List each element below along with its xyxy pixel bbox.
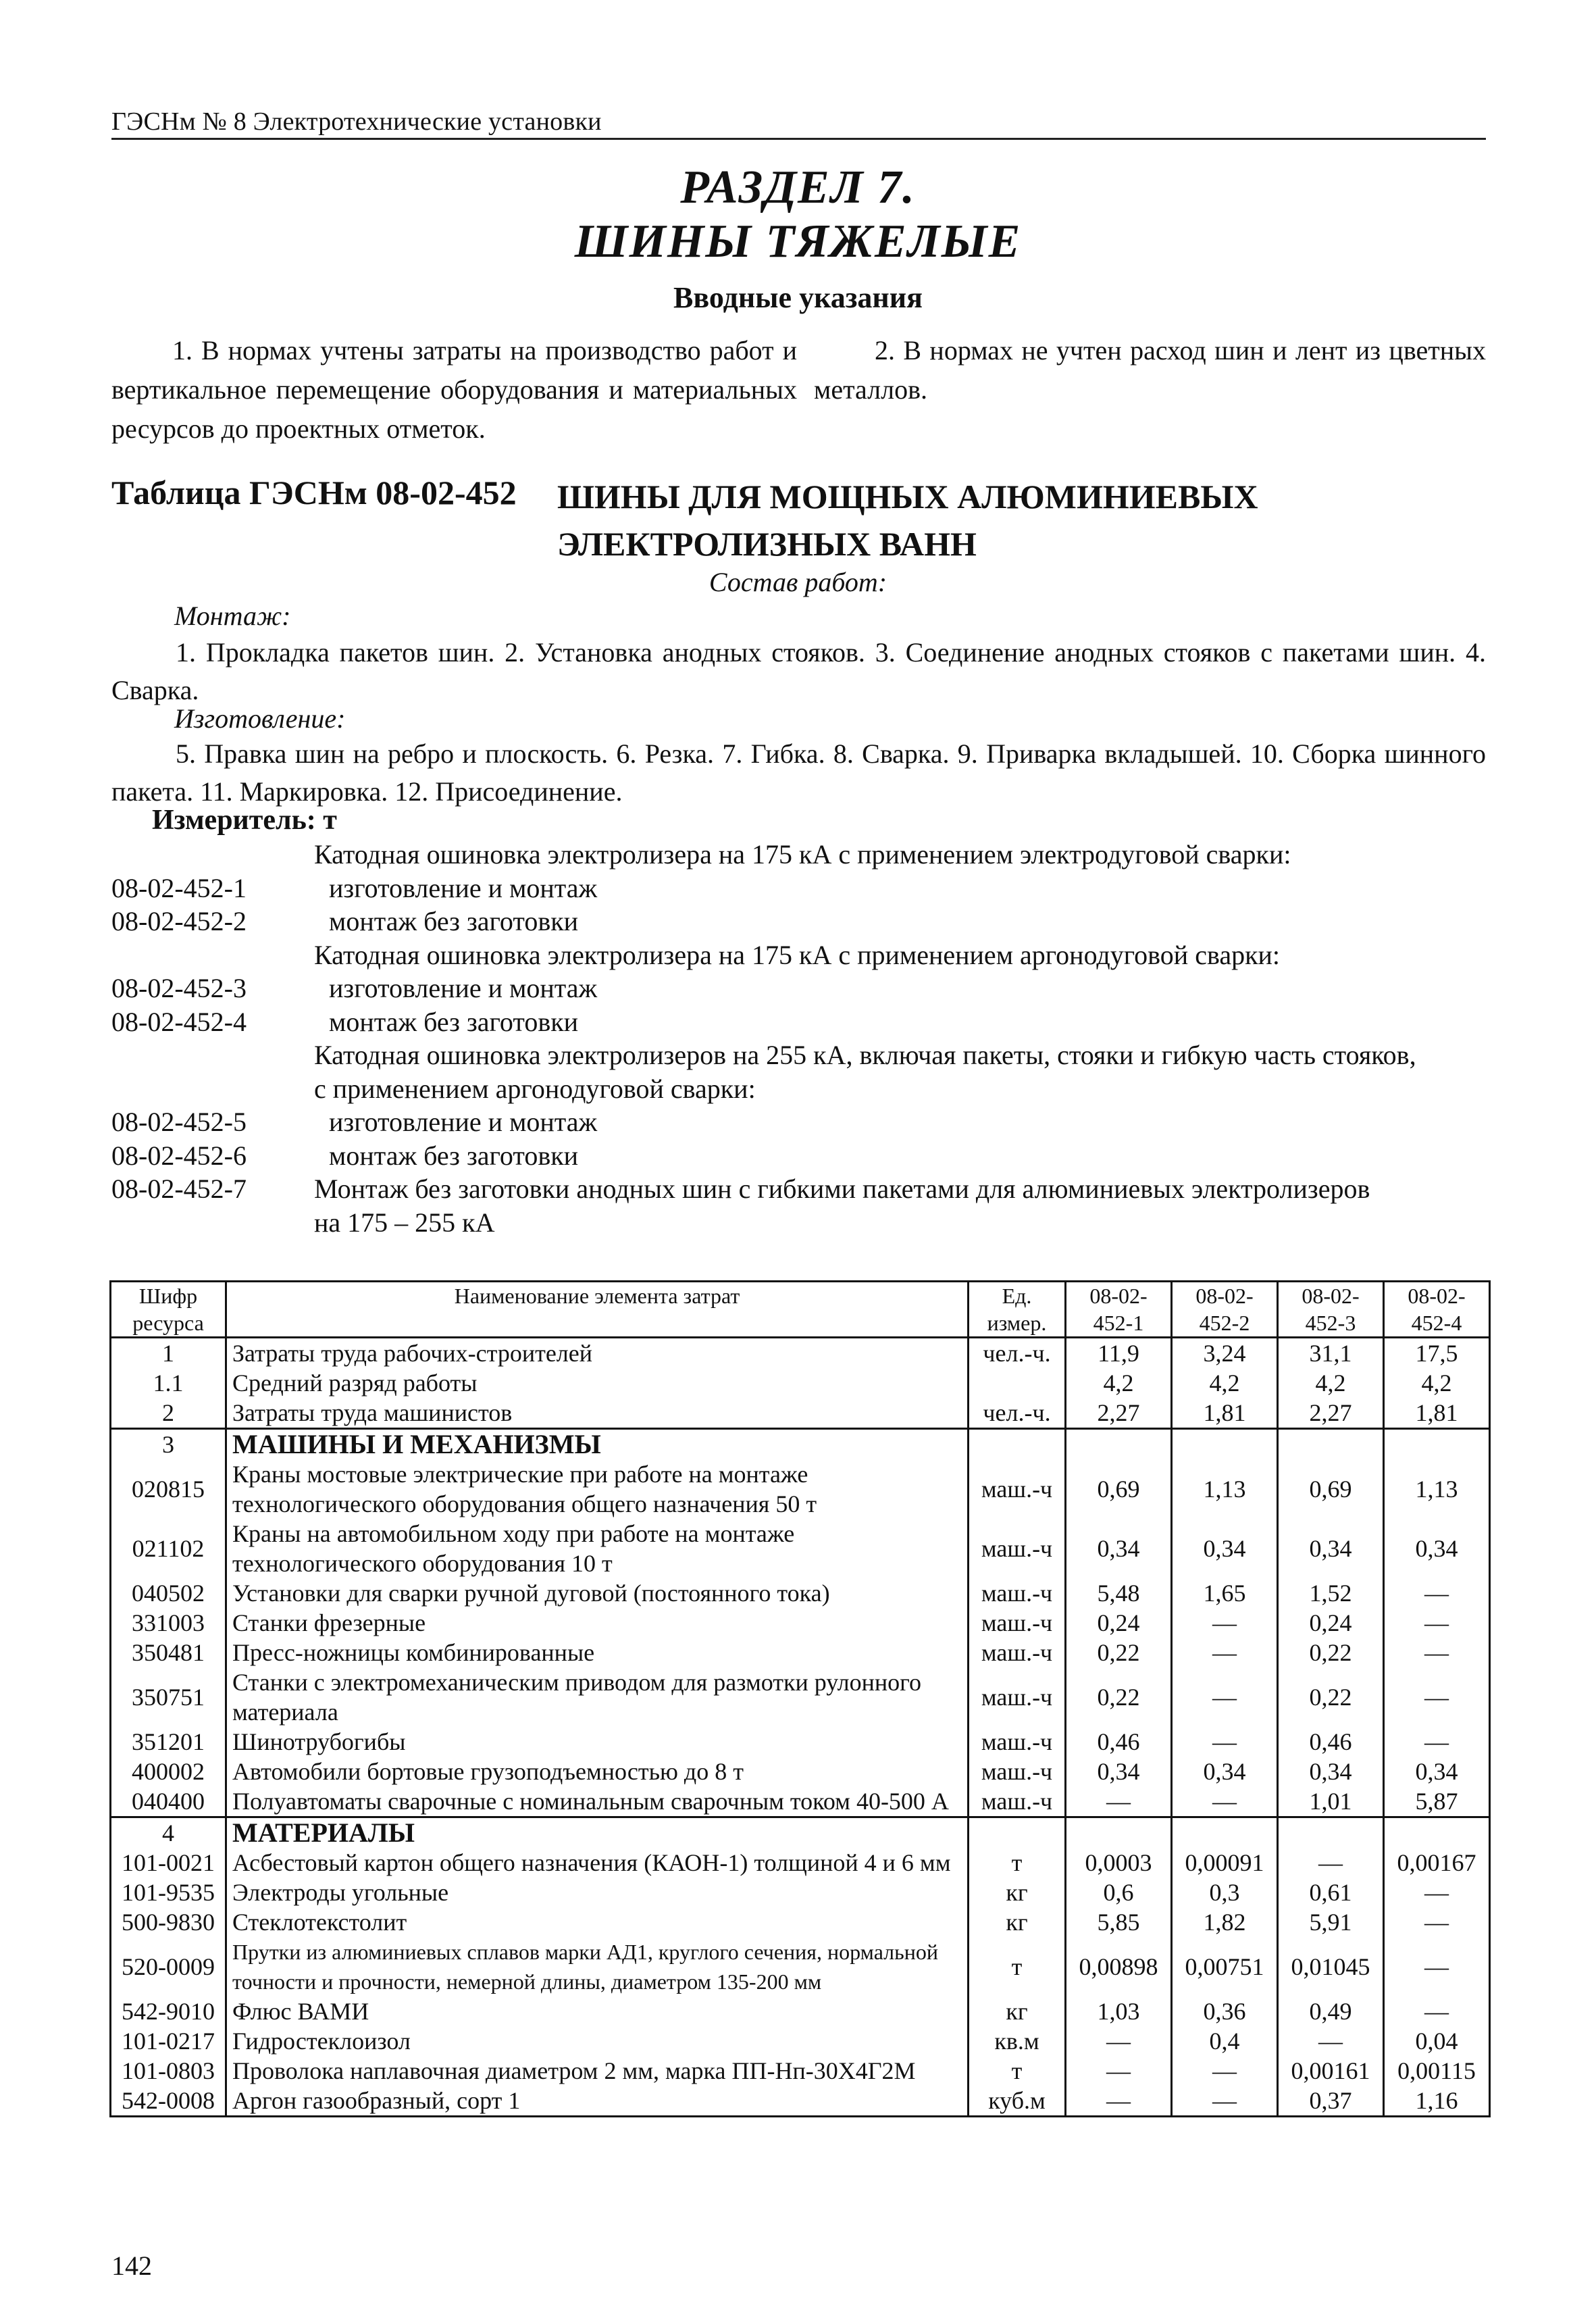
resource-name-cell: Станки фрезерные	[226, 1608, 969, 1638]
resource-code-cell: 1	[111, 1338, 226, 1369]
value-cell-v4: —	[1384, 1937, 1490, 1996]
norm-variant-row	[111, 1038, 1486, 1072]
manufacturing-text-block	[111, 735, 1486, 811]
value-cell-v2: —	[1172, 1608, 1278, 1638]
norm-variants-list	[111, 838, 1486, 1239]
col-header-name: Наименование элемента затрат	[226, 1282, 969, 1338]
value-cell-v1: 5,48	[1066, 1578, 1172, 1608]
value-cell-v1: 2,27	[1066, 1398, 1172, 1429]
table-row	[111, 2086, 1490, 2117]
unit-cell: т	[969, 1937, 1066, 1996]
unit-cell: чел.-ч.	[969, 1398, 1066, 1429]
value-cell-v2: 1,82	[1172, 1907, 1278, 1937]
value-cell-v1: 0,34	[1066, 1757, 1172, 1786]
resource-code-cell: 542-9010	[111, 1996, 226, 2026]
value-cell-v3: —	[1278, 1848, 1384, 1878]
value-cell-v3: 0,01045	[1278, 1937, 1384, 1996]
value-cell-v2: 0,00091	[1172, 1848, 1278, 1878]
norm-variant-code: 08-02-452-1	[111, 872, 247, 903]
norm-variant-description: Катодная ошиновка электролизера на 175 кА с применением аргонодуговой сварки:	[314, 939, 1281, 970]
value-cell-v3: 0,46	[1278, 1727, 1384, 1757]
intro-item-2-text: 2. В нормах не учтен расход шин и лент из цветных металлов.	[814, 335, 1486, 405]
resource-name-cell: Станки с электромеханическим приводом для размотки рулонного материала	[226, 1667, 969, 1727]
table-body	[111, 1338, 1490, 2117]
value-cell-v2	[1172, 1817, 1278, 1848]
table-row	[111, 2026, 1490, 2056]
value-cell-v1: 0,46	[1066, 1727, 1172, 1757]
value-cell-v3: 0,69	[1278, 1459, 1384, 1519]
value-cell-v2: —	[1172, 1667, 1278, 1727]
value-cell-v1: —	[1066, 2056, 1172, 2086]
value-cell-v3: 1,01	[1278, 1786, 1384, 1817]
value-cell-v2: —	[1172, 1727, 1278, 1757]
table-row	[111, 1996, 1490, 2026]
unit-cell: маш.-ч	[969, 1638, 1066, 1667]
composition-label: Состав работ:	[709, 567, 887, 597]
value-cell-v4: 1,81	[1384, 1398, 1490, 1429]
norm-variant-row	[111, 1206, 1486, 1240]
mounting-label: Монтаж:	[174, 601, 291, 631]
resource-name-cell: МАШИНЫ И МЕХАНИЗМЫ	[226, 1429, 969, 1460]
value-cell-v4	[1384, 1817, 1490, 1848]
resource-name-cell: Стеклотекстолит	[226, 1907, 969, 1937]
value-cell-v3	[1278, 1817, 1384, 1848]
resource-name-cell: Электроды угольные	[226, 1878, 969, 1907]
norm-variant-description: монтаж без заготовки	[329, 906, 579, 936]
table-row	[111, 1368, 1490, 1398]
table-row	[111, 1786, 1490, 1817]
unit-cell: куб.м	[969, 2086, 1066, 2117]
resource-code-cell: 350481	[111, 1638, 226, 1667]
table-row	[111, 1937, 1490, 1996]
norm-variant-description: изготовление и монтаж	[329, 1107, 598, 1137]
value-cell-v4: 0,00167	[1384, 1848, 1490, 1878]
norm-variant-code: 08-02-452-6	[111, 1140, 247, 1171]
resource-name-cell: Гидростеклоизол	[226, 2026, 969, 2056]
resource-name-cell: Шинотрубогибы	[226, 1727, 969, 1757]
value-cell-v1: 0,00898	[1066, 1937, 1172, 1996]
norm-variant-description: на 175 – 255 кА	[314, 1207, 495, 1238]
table-row	[111, 1848, 1490, 1878]
value-cell-v2: 3,24	[1172, 1338, 1278, 1369]
value-cell-v2: —	[1172, 1786, 1278, 1817]
norm-variant-code: 08-02-452-5	[111, 1107, 247, 1137]
value-cell-v1: 0,34	[1066, 1519, 1172, 1578]
value-cell-v3	[1278, 1429, 1384, 1460]
resource-name-cell: Установки для сварки ручной дуговой (постоянного тока)	[226, 1578, 969, 1608]
resource-code-cell: 4	[111, 1817, 226, 1848]
resource-code-cell: 040400	[111, 1786, 226, 1817]
mounting-text: 1. Прокладка пакетов шин. 2. Установка анодных стояков. 3. Соединение анодных стояков с пакетами шин. 4. Сварка.	[111, 637, 1486, 705]
value-cell-v2: 0,4	[1172, 2026, 1278, 2056]
value-cell-v3: 1,52	[1278, 1578, 1384, 1608]
norm-variant-description: Монтаж без заготовки анодных шин с гибкими пакетами для алюминиевых электролизеров	[314, 1174, 1370, 1204]
col-header-v3: 08-02-452-3	[1278, 1282, 1384, 1338]
table-header-row	[111, 1282, 1490, 1338]
value-cell-v3: 0,34	[1278, 1757, 1384, 1786]
table-row	[111, 1578, 1490, 1608]
unit-cell: т	[969, 2056, 1066, 2086]
manufacturing-label: Изготовление:	[174, 703, 346, 734]
resource-name-cell: Краны на автомобильном ходу при работе на монтаже технологического оборудования 10 т	[226, 1519, 969, 1578]
resource-code-cell: 542-0008	[111, 2086, 226, 2117]
norm-variant-description: Катодная ошиновка электролизеров на 255 кА, включая пакеты, стояки и гибкую часть стояков,	[314, 1040, 1416, 1070]
value-cell-v4	[1384, 1429, 1490, 1460]
norm-variant-row	[111, 938, 1486, 972]
unit-cell: маш.-ч	[969, 1608, 1066, 1638]
mounting-text-block	[111, 634, 1486, 709]
resource-name-cell: Флюс ВАМИ	[226, 1996, 969, 2026]
table-row	[111, 1667, 1490, 1727]
table-title	[557, 473, 1258, 568]
table-row	[111, 1459, 1490, 1519]
value-cell-v3: 0,24	[1278, 1608, 1384, 1638]
norm-variant-row	[111, 872, 1486, 905]
table-row	[111, 1727, 1490, 1757]
unit-cell: маш.-ч	[969, 1786, 1066, 1817]
col-header-v2: 08-02-452-2	[1172, 1282, 1278, 1338]
value-cell-v2: —	[1172, 1638, 1278, 1667]
resource-name-cell: Затраты труда машинистов	[226, 1398, 969, 1429]
value-cell-v1: 0,69	[1066, 1459, 1172, 1519]
norm-variant-row	[111, 972, 1486, 1005]
resource-name-cell: Затраты труда рабочих-строителей	[226, 1338, 969, 1369]
unit-cell: маш.-ч	[969, 1578, 1066, 1608]
resource-name-cell: Автомобили бортовые грузоподъемностью до 8 т	[226, 1757, 969, 1786]
norm-variant-description: изготовление и монтаж	[329, 872, 598, 903]
value-cell-v1: 4,2	[1066, 1368, 1172, 1398]
value-cell-v1: —	[1066, 1786, 1172, 1817]
resource-code-cell: 021102	[111, 1519, 226, 1578]
intro-item-2	[814, 331, 1486, 409]
value-cell-v2: 0,34	[1172, 1757, 1278, 1786]
value-cell-v3: —	[1278, 2026, 1384, 2056]
resource-code-cell: 500-9830	[111, 1907, 226, 1937]
norm-variant-row	[111, 1139, 1486, 1173]
resource-name-cell: Пресс-ножницы комбинированные	[226, 1638, 969, 1667]
unit-cell: маш.-ч	[969, 1727, 1066, 1757]
table-section-row	[111, 1429, 1490, 1460]
value-cell-v1: 0,22	[1066, 1667, 1172, 1727]
col-header-v4: 08-02-452-4	[1384, 1282, 1490, 1338]
unit-cell: кв.м	[969, 2026, 1066, 2056]
resource-code-cell: 101-9535	[111, 1878, 226, 1907]
value-cell-v4: —	[1384, 1727, 1490, 1757]
table-row	[111, 1519, 1490, 1578]
norm-variant-description: монтаж без заготовки	[329, 1006, 579, 1037]
value-cell-v1	[1066, 1817, 1172, 1848]
resource-code-cell: 351201	[111, 1727, 226, 1757]
resource-code-cell: 400002	[111, 1757, 226, 1786]
intro-item-1	[111, 331, 797, 449]
resource-code-cell: 1.1	[111, 1368, 226, 1398]
table-row	[111, 1608, 1490, 1638]
unit-cell: кг	[969, 1996, 1066, 2026]
norm-variant-row	[111, 838, 1486, 872]
value-cell-v4: 0,34	[1384, 1757, 1490, 1786]
unit-cell	[969, 1368, 1066, 1398]
resource-name-cell: Полуавтоматы сварочные с номинальным сварочным током 40-500 А	[226, 1786, 969, 1817]
value-cell-v3: 0,37	[1278, 2086, 1384, 2117]
norm-variant-description: монтаж без заготовки	[329, 1140, 579, 1171]
norm-variant-code: 08-02-452-4	[111, 1006, 247, 1037]
value-cell-v3: 4,2	[1278, 1368, 1384, 1398]
value-cell-v2: 0,34	[1172, 1519, 1278, 1578]
value-cell-v4: 0,04	[1384, 2026, 1490, 2056]
table-section-row	[111, 1817, 1490, 1848]
value-cell-v1: 0,0003	[1066, 1848, 1172, 1878]
value-cell-v2: —	[1172, 2086, 1278, 2117]
resource-code-cell: 2	[111, 1398, 226, 1429]
value-cell-v4: —	[1384, 1638, 1490, 1667]
value-cell-v1: 1,03	[1066, 1996, 1172, 2026]
value-cell-v1: 0,6	[1066, 1878, 1172, 1907]
unit-cell: маш.-ч	[969, 1459, 1066, 1519]
norm-variant-code: 08-02-452-3	[111, 973, 247, 1003]
resource-name-cell: Проволока наплавочная диаметром 2 мм, марка ПП-Нп-30Х4Г2М	[226, 2056, 969, 2086]
unit-cell: маш.-ч	[969, 1667, 1066, 1727]
value-cell-v1	[1066, 1429, 1172, 1460]
norm-variant-description: Катодная ошиновка электролизера на 175 кА с применением электродуговой сварки:	[314, 839, 1291, 870]
table-title-line-1: ШИНЫ ДЛЯ МОЩНЫХ АЛЮМИНИЕВЫХ	[557, 478, 1258, 515]
value-cell-v2: 0,00751	[1172, 1937, 1278, 1996]
resource-costs-table	[109, 1280, 1491, 2117]
value-cell-v2: 1,65	[1172, 1578, 1278, 1608]
norm-variant-row	[111, 1105, 1486, 1139]
value-cell-v1: 0,22	[1066, 1638, 1172, 1667]
value-cell-v3: 5,91	[1278, 1907, 1384, 1937]
value-cell-v2: 0,36	[1172, 1996, 1278, 2026]
resource-name-cell: Краны мостовые электрические при работе на монтаже технологического оборудования общего назначения 50 т	[226, 1459, 969, 1519]
table-row	[111, 2056, 1490, 2086]
unit-cell: чел.-ч.	[969, 1338, 1066, 1369]
resource-code-cell: 350751	[111, 1667, 226, 1727]
norm-variant-description: с применением аргонодуговой сварки:	[314, 1073, 756, 1104]
value-cell-v2: 1,13	[1172, 1459, 1278, 1519]
value-cell-v1: 5,85	[1066, 1907, 1172, 1937]
value-cell-v3: 0,61	[1278, 1878, 1384, 1907]
intro-item-1-text: 1. В нормах учтены затраты на производство работ и вертикальное перемещение оборудования и материальных ресурсов до проектных отметок.	[111, 335, 797, 444]
value-cell-v4: —	[1384, 1878, 1490, 1907]
value-cell-v4: 4,2	[1384, 1368, 1490, 1398]
col-header-code: Шифр ресурса	[111, 1282, 226, 1338]
table-row	[111, 1338, 1490, 1369]
col-header-v1: 08-02-452-1	[1066, 1282, 1172, 1338]
table-row	[111, 1398, 1490, 1429]
table-row	[111, 1638, 1490, 1667]
norm-variant-row	[111, 905, 1486, 938]
table-row	[111, 1757, 1490, 1786]
resource-name-cell: Средний разряд работы	[226, 1368, 969, 1398]
value-cell-v1: 11,9	[1066, 1338, 1172, 1369]
value-cell-v4: —	[1384, 1907, 1490, 1937]
resource-code-cell: 101-0217	[111, 2026, 226, 2056]
value-cell-v3: 0,49	[1278, 1996, 1384, 2026]
value-cell-v2	[1172, 1429, 1278, 1460]
value-cell-v4: 5,87	[1384, 1786, 1490, 1817]
value-cell-v1: —	[1066, 2026, 1172, 2056]
table-row	[111, 1878, 1490, 1907]
section-number: РАЗДЕЛ 7.	[680, 161, 916, 213]
resource-code-cell: 331003	[111, 1608, 226, 1638]
measurer: Измеритель: т	[152, 805, 337, 836]
unit-cell: кг	[969, 1878, 1066, 1907]
value-cell-v4: 0,00115	[1384, 2056, 1490, 2086]
unit-cell: маш.-ч	[969, 1519, 1066, 1578]
table-title-line-2: ЭЛЕКТРОЛИЗНЫХ ВАНН	[557, 525, 977, 563]
value-cell-v4: —	[1384, 1578, 1490, 1608]
value-cell-v2: 0,3	[1172, 1878, 1278, 1907]
norm-variant-code: 08-02-452-7	[111, 1174, 247, 1204]
intro-heading: Вводные указания	[673, 281, 923, 314]
page-number: 142	[111, 2250, 152, 2281]
resource-code-cell: 020815	[111, 1459, 226, 1519]
norm-variant-row	[111, 1005, 1486, 1039]
value-cell-v1: 0,24	[1066, 1608, 1172, 1638]
value-cell-v4: —	[1384, 1608, 1490, 1638]
norm-variant-row	[111, 1172, 1486, 1206]
resource-code-cell: 3	[111, 1429, 226, 1460]
unit-cell: кг	[969, 1907, 1066, 1937]
value-cell-v4: 17,5	[1384, 1338, 1490, 1369]
unit-cell	[969, 1817, 1066, 1848]
norm-variant-code: 08-02-452-2	[111, 906, 247, 936]
value-cell-v3: 31,1	[1278, 1338, 1384, 1369]
value-cell-v4: 1,16	[1384, 2086, 1490, 2117]
running-header: ГЭСНм № 8 Электротехнические установки	[111, 107, 602, 136]
value-cell-v1: —	[1066, 2086, 1172, 2117]
resource-code-cell: 040502	[111, 1578, 226, 1608]
manufacturing-text: 5. Правка шин на ребро и плоскость. 6. Резка. 7. Гибка. 8. Сварка. 9. Приварка вкладышей. 10. Сборка шинного пакета. 11. Маркировка. 12. Присоединение.	[111, 738, 1486, 807]
norm-variant-description: изготовление и монтаж	[329, 973, 598, 1003]
value-cell-v4: 1,13	[1384, 1459, 1490, 1519]
value-cell-v3: 0,34	[1278, 1519, 1384, 1578]
value-cell-v4: —	[1384, 1996, 1490, 2026]
value-cell-v3: 0,22	[1278, 1638, 1384, 1667]
table-row	[111, 1907, 1490, 1937]
section-title: ШИНЫ ТЯЖЕЛЫЕ	[574, 216, 1022, 268]
value-cell-v2: 4,2	[1172, 1368, 1278, 1398]
resource-name-cell: МАТЕРИАЛЫ	[226, 1817, 969, 1848]
value-cell-v3: 2,27	[1278, 1398, 1384, 1429]
value-cell-v2: —	[1172, 2056, 1278, 2086]
unit-cell: маш.-ч	[969, 1757, 1066, 1786]
resource-code-cell: 101-0021	[111, 1848, 226, 1878]
norm-variant-row	[111, 1072, 1486, 1106]
value-cell-v4: 0,34	[1384, 1519, 1490, 1578]
resource-code-cell: 520-0009	[111, 1937, 226, 1996]
table-label: Таблица ГЭСНм 08-02-452	[111, 474, 517, 511]
resource-name-cell: Прутки из алюминиевых сплавов марки АД1, круглого сечения, нормальной точности и прочности, немерной длины, диаметром 135-200 мм	[226, 1937, 969, 1996]
header-rule	[111, 138, 1486, 140]
resource-name-cell: Аргон газообразный, сорт 1	[226, 2086, 969, 2117]
resource-code-cell: 101-0803	[111, 2056, 226, 2086]
value-cell-v3: 0,22	[1278, 1667, 1384, 1727]
value-cell-v4: —	[1384, 1667, 1490, 1727]
value-cell-v3: 0,00161	[1278, 2056, 1384, 2086]
unit-cell	[969, 1429, 1066, 1460]
unit-cell: т	[969, 1848, 1066, 1878]
resource-name-cell: Асбестовый картон общего назначения (КАОН-1) толщиной 4 и 6 мм	[226, 1848, 969, 1878]
value-cell-v2: 1,81	[1172, 1398, 1278, 1429]
col-header-unit: Ед. измер.	[969, 1282, 1066, 1338]
